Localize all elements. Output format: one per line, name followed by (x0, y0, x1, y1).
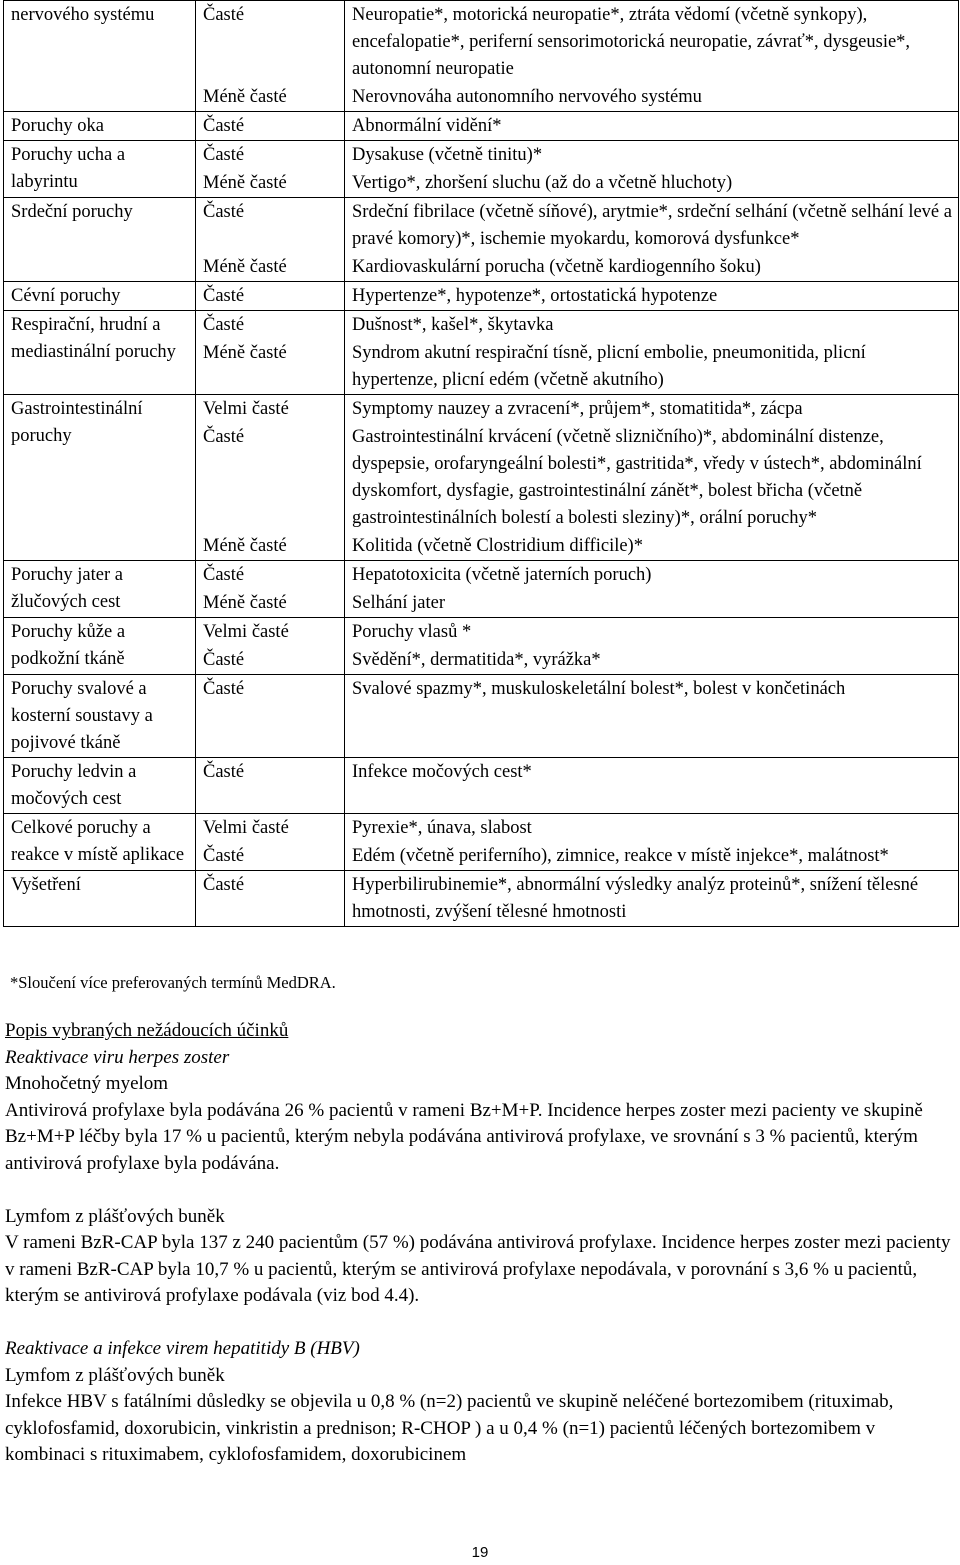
frequency-cell: Časté (196, 423, 345, 532)
frequency-cell: Velmi časté (196, 814, 345, 843)
table-row (4, 871, 959, 927)
frequency-cell: Velmi časté (196, 618, 345, 647)
soc-cell: Poruchy ledvin a močových cest (4, 758, 196, 814)
soc-cell: Poruchy kůže a podkožní tkáně (4, 618, 196, 675)
subheading: Mnohočetný myelom (5, 1073, 169, 1095)
table-row (4, 198, 959, 254)
reaction-cell: Vertigo*, zhoršení sluchu (až do a včetně hluchoty) (345, 169, 959, 198)
soc-cell: Celkové poruchy a reakce v místě aplikace (4, 814, 196, 871)
reaction-cell: Hyperbilirubinemie*, abnormální výsledky analýz proteinů*, snížení tělesné hmotnosti, zvýšení tělesné hmotnosti (345, 871, 959, 927)
reaction-cell: Svědění*, dermatitida*, vyrážka* (345, 646, 959, 675)
subheading: Lymfom z plášťových buněk (5, 1205, 225, 1227)
reaction-cell: Pyrexie*, únava, slabost (345, 814, 959, 843)
table-row (4, 112, 959, 141)
reaction-cell: Hepatotoxicita (včetně jaterních poruch) (345, 561, 959, 590)
table-row (4, 758, 959, 814)
reaction-cell: Symptomy nauzey a zvracení*, průjem*, stomatitida*, zácpa (345, 395, 959, 424)
page-number: 19 (471, 1544, 489, 1561)
table-footnote: *Sloučení více preferovaných termínů MedDRA. (10, 973, 336, 992)
frequency-cell: Velmi časté (196, 395, 345, 424)
frequency-cell: Časté (196, 112, 345, 141)
paragraph: V rameni BzR-CAP byla 137 z 240 pacientům (57 %) podávána antivirová profylaxe. Incidence herpes zoster mezi pacienty v rameni BzR-CAP byla 10,7 % u pacientů, kterým se antivirová profylaxe nepodávala, v porovnání s 3,6 % u pacientů, kterým se antivirová profylaxe podávala (viz bod 4.4). (5, 1232, 951, 1307)
soc-cell: Poruchy oka (4, 112, 196, 141)
frequency-cell: Časté (196, 871, 345, 927)
frequency-cell: Méně časté (196, 339, 345, 395)
reaction-cell: Gastrointestinální krvácení (včetně slizničního)*, abdominální distenze, dyspepsie, orofaryngeální bolesti*, gastritida*, vředy v ústech*, abdominální dyskomfort, dysfagie, gastrointestinální zánět*, bolest břicha (včetně gastrointestinálních bolestí a bolesti sleziny)*, orální poruchy* (345, 423, 959, 532)
soc-cell: nervového systému (4, 1, 196, 112)
frequency-cell: Méně časté (196, 532, 345, 561)
adverse-reactions-table (3, 0, 959, 927)
table-row (4, 618, 959, 647)
frequency-cell: Méně časté (196, 589, 345, 618)
subheading: Lymfom z plášťových buněk (5, 1364, 225, 1386)
soc-cell: Poruchy jater a žlučových cest (4, 561, 196, 618)
paragraph: Antivirová profylaxe byla podávána 26 % pacientů v rameni Bz+M+P. Incidence herpes zoster mezi pacienty ve skupině Bz+M+P léčby byla 17 % u pacientů, kterým nebyla podávána antivirová profylaxe, ve srovnání s 3 % pacientů, kterým antivirová profylaxe byla podávána. (5, 1099, 923, 1174)
frequency-cell: Časté (196, 561, 345, 590)
reaction-cell: Dušnost*, kašel*, škytavka (345, 311, 959, 340)
soc-cell: Cévní poruchy (4, 282, 196, 311)
frequency-cell: Časté (196, 198, 345, 254)
paragraph: Infekce HBV s fatálními důsledky se objevila u 0,8 % (n=2) pacientů ve skupině neléčené bortezomibem (rituximab, cyklofosfamid, doxorubicin, vinkristin a prednison; R-CHOP ) a u 0,4 % (n=1) pacientů léčených bortezomibem v kombinaci s rituximabem, cyklofosfamidem, doxorubicinem (5, 1391, 894, 1466)
reaction-cell: Poruchy vlasů * (345, 618, 959, 647)
soc-cell: Srdeční poruchy (4, 198, 196, 282)
table-row (4, 814, 959, 843)
soc-cell: Poruchy svalové a kosterní soustavy a pojivové tkáně (4, 675, 196, 758)
table-row (4, 561, 959, 590)
reaction-cell: Infekce močových cest* (345, 758, 959, 814)
subsection-title: Reaktivace a infekce virem hepatitidy B (HBV) (5, 1337, 360, 1359)
table-row (4, 141, 959, 170)
table-row (4, 282, 959, 311)
section-body (5, 1018, 955, 1469)
reaction-cell: Hypertenze*, hypotenze*, ortostatická hypotenze (345, 282, 959, 311)
frequency-cell: Časté (196, 842, 345, 871)
reaction-cell: Edém (včetně periferního), zimnice, reakce v místě injekce*, malátnost* (345, 842, 959, 871)
frequency-cell: Časté (196, 282, 345, 311)
frequency-cell: Časté (196, 141, 345, 170)
reaction-cell: Kardiovaskulární porucha (včetně kardiogenního šoku) (345, 253, 959, 282)
frequency-cell: Méně časté (196, 83, 345, 112)
subsection-title: Reaktivace viru herpes zoster (5, 1046, 230, 1068)
frequency-cell: Méně časté (196, 169, 345, 198)
soc-cell: Vyšetření (4, 871, 196, 927)
table-row (4, 311, 959, 340)
frequency-cell: Časté (196, 1, 345, 84)
reaction-cell: Dysakuse (včetně tinitu)* (345, 141, 959, 170)
reaction-cell: Abnormální vidění* (345, 112, 959, 141)
soc-cell: Respirační, hrudní a mediastinální poruchy (4, 311, 196, 395)
soc-cell: Poruchy ucha a labyrintu (4, 141, 196, 198)
reaction-cell: Svalové spazmy*, muskuloskeletální bolest*, bolest v končetinách (345, 675, 959, 758)
reaction-cell: Nerovnováha autonomního nervového systému (345, 83, 959, 112)
section-title: Popis vybraných nežádoucích účinků (5, 1020, 289, 1041)
reaction-cell: Kolitida (včetně Clostridium difficile)* (345, 532, 959, 561)
table-row (4, 675, 959, 758)
frequency-cell: Časté (196, 675, 345, 758)
frequency-cell: Méně časté (196, 253, 345, 282)
reaction-cell: Srdeční fibrilace (včetně síňové), arytmie*, srdeční selhání (včetně selhání levé a pravé komory)*, ischemie myokardu, komorová dysfunkce* (345, 198, 959, 254)
soc-cell: Gastrointestinální poruchy (4, 395, 196, 561)
reaction-cell: Syndrom akutní respirační tísně, plicní embolie, pneumonitida, plicní hypertenze, plicní edém (včetně akutního) (345, 339, 959, 395)
table-row (4, 1, 959, 84)
frequency-cell: Časté (196, 758, 345, 814)
reaction-cell: Neuropatie*, motorická neuropatie*, ztráta vědomí (včetně synkopy), encefalopatie*, periferní sensorimotorická neuropatie, závrať*, dysgeusie*, autonomní neuropatie (345, 1, 959, 84)
frequency-cell: Časté (196, 646, 345, 675)
frequency-cell: Časté (196, 311, 345, 340)
reaction-cell: Selhání jater (345, 589, 959, 618)
table-row (4, 395, 959, 424)
